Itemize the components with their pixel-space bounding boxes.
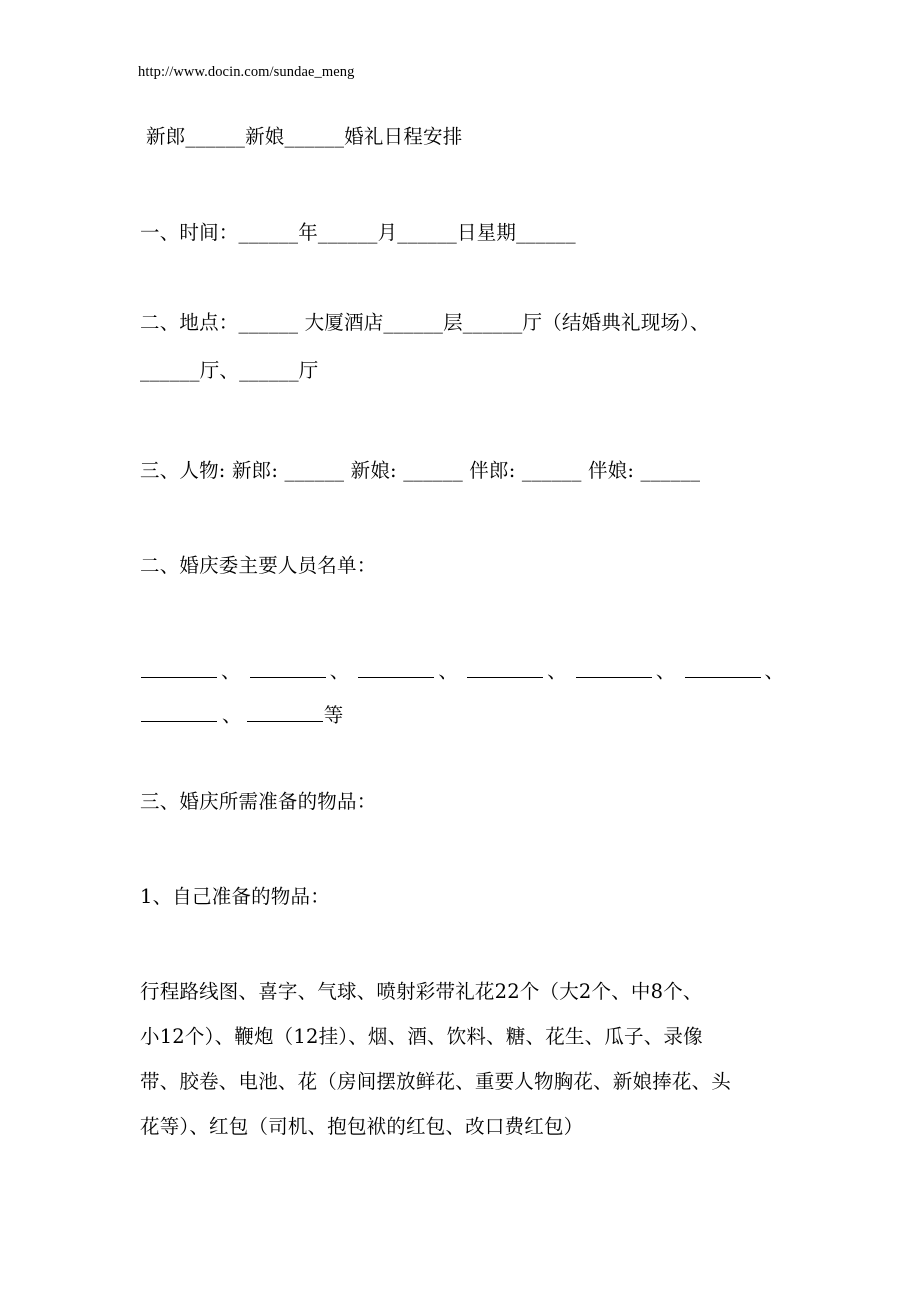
enumeration-comma: 、 [221, 659, 241, 683]
section-committee-heading: 二、婚庆委主要人员名单： [140, 554, 377, 577]
supply-list-line-3: 带、胶卷、电池、花（房间摆放鲜花、重要人物胸花、新娘捧花、头 [140, 1070, 732, 1093]
supply-list-line-1: 行程路线图、喜字、气球、喷射彩带礼花22个（大2个、中8个、 [140, 980, 703, 1003]
fill-in-blank [141, 658, 217, 678]
supply-list-line-4: 花等）、红包（司机、抱包袱的红包、改口费红包） [140, 1115, 584, 1138]
section-self-prepared-heading: 1、自己准备的物品： [140, 885, 330, 908]
enumeration-comma: 、 [655, 659, 676, 683]
section-place-line1: 二、地点：______ 大厦酒店______层______厅（结婚典礼现场）、 [140, 311, 710, 334]
section-supplies-heading: 三、婚庆所需准备的物品： [140, 790, 377, 813]
enumeration-comma: 、 [438, 659, 459, 683]
fill-in-blank [247, 702, 323, 722]
committee-blank-row-1 [140, 658, 840, 685]
etc-label: 等 [323, 703, 344, 727]
enumeration-comma: 、 [329, 659, 350, 683]
fill-in-blank [141, 702, 217, 722]
fill-in-blank [358, 658, 434, 678]
supply-list-line-2: 小12个）、鞭炮（12挂）、烟、酒、饮料、糖、花生、瓜子、录像 [140, 1025, 703, 1048]
fill-in-blank [467, 658, 543, 678]
committee-blank-row-2 [140, 702, 840, 729]
enumeration-comma: 、 [222, 703, 242, 727]
section-time: 一、时间：______年______月______日星期______ [140, 221, 576, 244]
document-title: 新郎______新娘______婚礼日程安排 [146, 125, 463, 148]
fill-in-blank [576, 658, 652, 678]
fill-in-blank [250, 658, 326, 678]
section-people: 三、人物: 新郎: ______ 新娘: ______ 伴郎: ______ 伴娘: ______ [140, 459, 701, 482]
enumeration-comma: 、 [764, 659, 785, 683]
section-place-line2: ______厅、______厅 [140, 359, 319, 382]
source-url-header: http://www.docin.com/sundae_meng [138, 64, 355, 80]
fill-in-blank [685, 658, 761, 678]
enumeration-comma: 、 [547, 659, 567, 683]
